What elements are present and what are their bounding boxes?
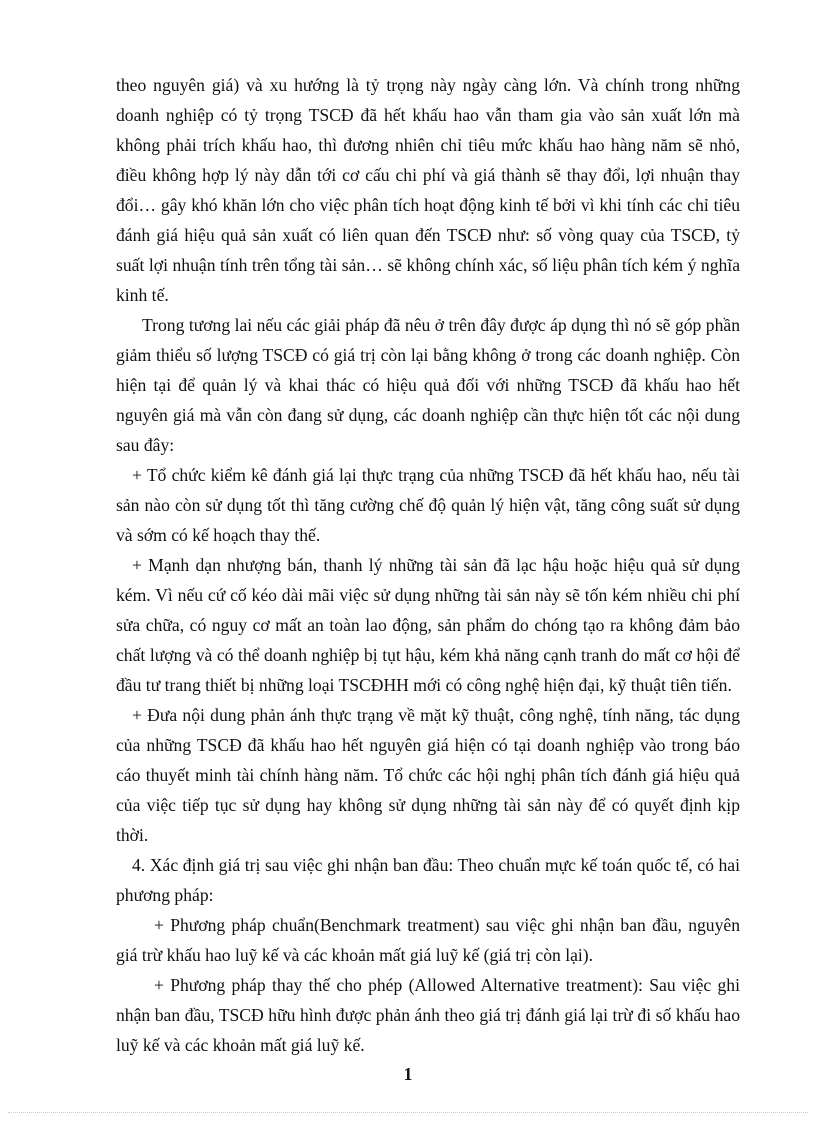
bullet-alternative: + Phương pháp thay thế cho phép (Allowed Alternative treatment): Sau việc ghi nhận ban đầu, TSCĐ hữu hình được phản ánh theo giá trị đánh giá lại trừ đi số khấu hao luỹ kế và các khoản mất giá luỹ kế. — [116, 975, 740, 1055]
page-number: 1 — [403, 1064, 413, 1084]
bullet-liquidation: + Mạnh dạn nhượng bán, thanh lý những tài sản đã lạc hậu hoặc hiệu quả sử dụng kém. Vì nếu cứ cố kéo dài mãi việc sử dụng những tài sản này sẽ tốn kém nhiều chi phí sửa chữa, có nguy cơ mất an toàn lao động, sản phẩm do chóng tạo ra không đảm bảo chất lượng và có thể doanh nghiệp bị tụt hậu, kém khả năng cạnh tranh do mất cơ hội để đầu tư trang thiết bị những loại TSCĐHH mới có công nghệ hiện đại, kỹ thuật tiên tiến. — [116, 555, 740, 695]
paragraph-solutions: Trong tương lai nếu các giải pháp đã nêu ở trên đây được áp dụng thì nó sẽ góp phần giảm thiểu số lượng TSCĐ có giá trị còn lại bằng không ở trong các doanh nghiệp. Còn hiện tại để quản lý và khai thác có hiệu quả đối với những TSCĐ đã khấu hao hết nguyên giá mà vẫn còn đang sử dụng, các doanh nghiệp cần thực hiện tốt các nội dung sau đây: — [116, 315, 740, 455]
bullet-inventory: + Tổ chức kiểm kê đánh giá lại thực trạng của những TSCĐ đã hết khấu hao, nếu tài sản nào còn sử dụng tốt thì tăng cường chế độ quản lý hiện vật, tăng công suất sử dụng và sớm có kế hoạch thay thế. — [116, 465, 740, 545]
bullet-benchmark: + Phương pháp chuẩn(Benchmark treatment) sau việc ghi nhận ban đầu, nguyên giá trừ khấu hao luỹ kế và các khoản mất giá luỹ kế (giá trị còn lại). — [116, 915, 740, 965]
footer-divider — [8, 1112, 808, 1113]
bullet-reporting: + Đưa nội dung phản ánh thực trạng về mặt kỹ thuật, công nghệ, tính năng, tác dụng của những TSCĐ đã khấu hao hết nguyên giá hiện có tại doanh nghiệp vào trong báo cáo thuyết minh tài chính hàng năm. Tổ chức các hội nghị phân tích đánh giá hiệu quả của việc tiếp tục sử dụng hay không sử dụng những tài sản này để có quyết định kịp thời. — [116, 705, 740, 845]
paragraph-continuation: theo nguyên giá) và xu hướng là tỷ trọng này ngày càng lớn. Và chính trong những doanh nghiệp có tỷ trọng TSCĐ đã hết khấu hao vẫn tham gia vào sản xuất lớn mà không phải trích khấu hao, thì đương nhiên chỉ tiêu mức khấu hao hàng năm sẽ nhỏ, điều không hợp lý này dẫn tới cơ cấu chi phí và giá thành sẽ thay đổi, lợi nhuận thay đổi… gây khó khăn lớn cho việc phân tích hoạt động kinh tế bởi vì khi tính các chỉ tiêu đánh giá hiệu quả sản xuất có liên quan đến TSCĐ như: số vòng quay của TSCĐ, tỷ suất lợi nhuận tính trên tổng tài sản… sẽ không chính xác, số liệu phân tích kém ý nghĩa kinh tế. — [116, 75, 740, 305]
document-body — [116, 70, 740, 1060]
section-4-heading: 4. Xác định giá trị sau việc ghi nhận ban đầu: Theo chuẩn mực kế toán quốc tế, có hai phương pháp: — [116, 855, 740, 905]
